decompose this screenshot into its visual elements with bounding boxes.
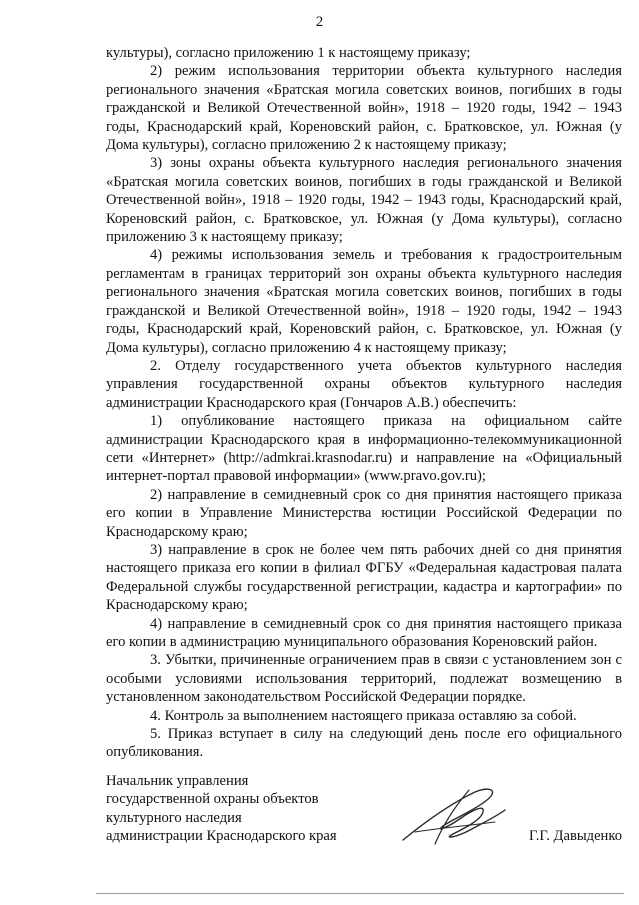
paragraph-subitem-2: 2) направление в семидневный срок со дня принятия настоящего приказа его копии в Управление Министерства юстиции Российской Федерации по Краснодарскому краю;	[106, 486, 622, 540]
bottom-divider	[96, 893, 624, 894]
signer-title-line: культурного наследия	[106, 809, 242, 826]
signature-block	[106, 772, 622, 846]
paragraph-subitem-1: 1) опубликование настоящего приказа на официальном сайте администрации Краснодарского края в информационно-телекоммуникационной сети «Интернет» (http://admkrai.krasnodar.ru) и направление на «Официальный интернет-портал правовой информации» (www.pravo.gov.ru);	[106, 413, 622, 485]
paragraph-item-3: 3) зоны охраны объекта культурного наследия регионального значения «Братская могила советских воинов, погибших в годы гражданской и Великой Отечественной войн», 1918 – 1920 годы, 1942 – 1943 годы, Краснодарский край, Кореновский район, с. Братковское, ул. Южная (у Дома культуры), согласно приложению 3 к настоящему приказу;	[106, 155, 622, 246]
paragraph-item-4: 4) режимы использования земель и требования к градостроительным регламентам в границах территорий зон охраны объекта культурного наследия регионального значения «Братская могила советских воинов, погибших в годы гражданской и Великой Отечественной войн», 1918 – 1920 годы, 1942 – 1943 годы, Краснодарский край, Кореновский район, с. Братковское, ул. Южная (у Дома культуры), согласно приложению 4 к настоящему приказу;	[106, 247, 622, 356]
paragraph-item-2: 2) режим использования территории объекта культурного наследия регионального значения «Братская могила советских воинов, погибших в годы гражданской и Великой Отечественной войн», 1918 – 1920 годы, 1942 – 1943 годы, Краснодарский край, Кореновский район, с. Братковское, ул. Южная (у Дома культуры), согласно приложению 2 к настоящему приказу;	[106, 63, 622, 154]
paragraph-section-3: 3. Убытки, причиненные ограничением прав в связи с установлением зон с особыми условиями использования территорий, подлежат возмещению в установленном законодательством Российской Федерации порядке.	[106, 652, 622, 706]
document-body	[106, 44, 622, 762]
signer-title-line: Начальник управления	[106, 773, 249, 789]
signer-title-line: администрации Краснодарского края	[106, 828, 337, 845]
paragraph-section-4: 4. Контроль за выполнением настоящего приказа оставляю за собой.	[150, 707, 577, 724]
paragraph-subitem-3: 3) направление в срок не более чем пять рабочих дней со дня принятия настоящего приказа его копии в филиал ФГБУ «Федеральная кадастровая палата Федеральной службы государственной регистрации, кадастра и картографии» по Краснодарскому краю;	[106, 541, 622, 614]
paragraph-subitem-4: 4) направление в семидневный срок со дня принятия настоящего приказа его копии в администрацию муниципального образования Кореновский район.	[106, 615, 622, 650]
paragraph-continuation: культуры), согласно приложению 1 к настоящему приказу;	[106, 45, 471, 61]
page-number: 2	[315, 14, 324, 30]
handwritten-signature-icon	[395, 782, 510, 852]
signer-name: Г.Г. Давыденко	[528, 828, 622, 845]
paragraph-section-2: 2. Отделу государственного учета объектов культурного наследия управления государственной охраны объектов культурного наследия администрации Краснодарского края (Гончаров А.В.) обеспечить:	[106, 357, 622, 411]
signer-title-line: государственной охраны объектов	[106, 791, 319, 808]
paragraph-section-5: 5. Приказ вступает в силу на следующий день после его официального опубликования.	[106, 726, 622, 761]
